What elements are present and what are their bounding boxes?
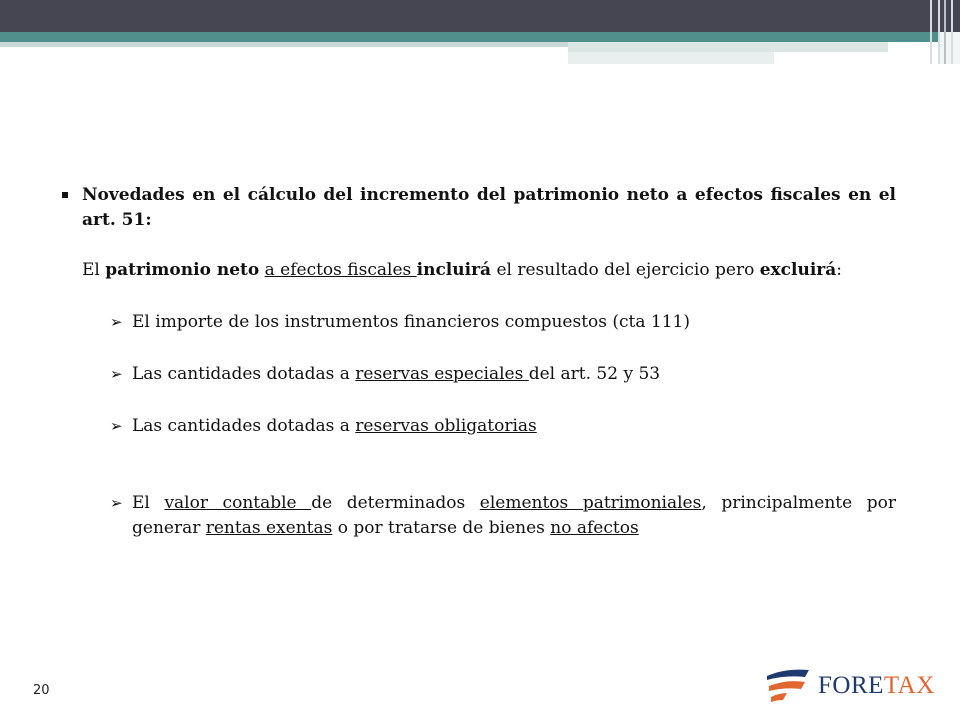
list-item-text: El xyxy=(132,493,165,513)
header-teal-band xyxy=(0,32,960,42)
intro-bold-excluira: excluirá xyxy=(759,260,837,280)
arrow-bullet-icon: ➢ xyxy=(110,417,123,435)
intro-underline-efectos: a efectos fiscales xyxy=(264,260,417,280)
list-item-text: del art. 52 y 53 xyxy=(528,364,661,384)
header-light-bar-3 xyxy=(568,52,774,64)
header-right-cap xyxy=(940,32,960,64)
intro-paragraph xyxy=(60,258,896,283)
intro-text: el resultado del ejercicio pero xyxy=(491,260,760,280)
list-item-underline: no afectos xyxy=(550,518,639,538)
square-bullet-icon xyxy=(62,192,68,198)
list-item-text: , principalmente por generar xyxy=(132,493,896,538)
list-item-underline: elementos patrimoniales xyxy=(479,493,702,513)
header-edge-line xyxy=(938,0,940,64)
list-item xyxy=(60,491,896,541)
page-number: 20 xyxy=(33,683,50,698)
list-item-text: de determinados xyxy=(311,493,480,513)
list-item-underline: rentas exentas xyxy=(205,518,333,538)
slide-content xyxy=(60,183,896,541)
header-edge-line xyxy=(944,0,946,64)
header-edge-line xyxy=(951,0,953,64)
list-item-underline: reservas especiales xyxy=(355,364,529,384)
list-item xyxy=(60,414,896,439)
arrow-bullet-icon: ➢ xyxy=(110,313,123,331)
intro-bold-patrimonio: patrimonio neto xyxy=(105,260,260,280)
list-item-text: El importe de los instrumentos financieros compuestos (cta 111) xyxy=(132,312,691,332)
main-bullet xyxy=(60,183,896,233)
foretax-logo-text xyxy=(818,672,935,700)
intro-text: El xyxy=(82,260,106,280)
arrow-bullet-icon: ➢ xyxy=(110,365,123,383)
header-light-bar xyxy=(0,42,570,47)
list-item xyxy=(60,362,896,387)
intro-text: : xyxy=(836,260,843,280)
header-dark-band xyxy=(0,0,960,32)
list-item xyxy=(60,310,896,335)
header-light-bar-2 xyxy=(568,42,888,52)
list-item-text: Las cantidades dotadas a xyxy=(132,364,356,384)
logo-text-main: FORE xyxy=(818,672,884,699)
heading-text: Novedades en el cálculo del incremento del patrimonio neto a efectos fiscales en el art. 51: xyxy=(82,185,896,230)
list-item-underline: reservas obligatorias xyxy=(355,416,537,436)
list-item-underline: valor contable xyxy=(164,493,312,513)
arrow-bullet-icon: ➢ xyxy=(110,494,123,512)
intro-bold-incluira: incluirá xyxy=(416,260,492,280)
header-edge-line xyxy=(930,0,932,64)
list-item-text: Las cantidades dotadas a xyxy=(132,416,356,436)
list-item-text: o por tratarse de bienes xyxy=(332,518,551,538)
logo-text-tail: TAX xyxy=(883,672,935,699)
